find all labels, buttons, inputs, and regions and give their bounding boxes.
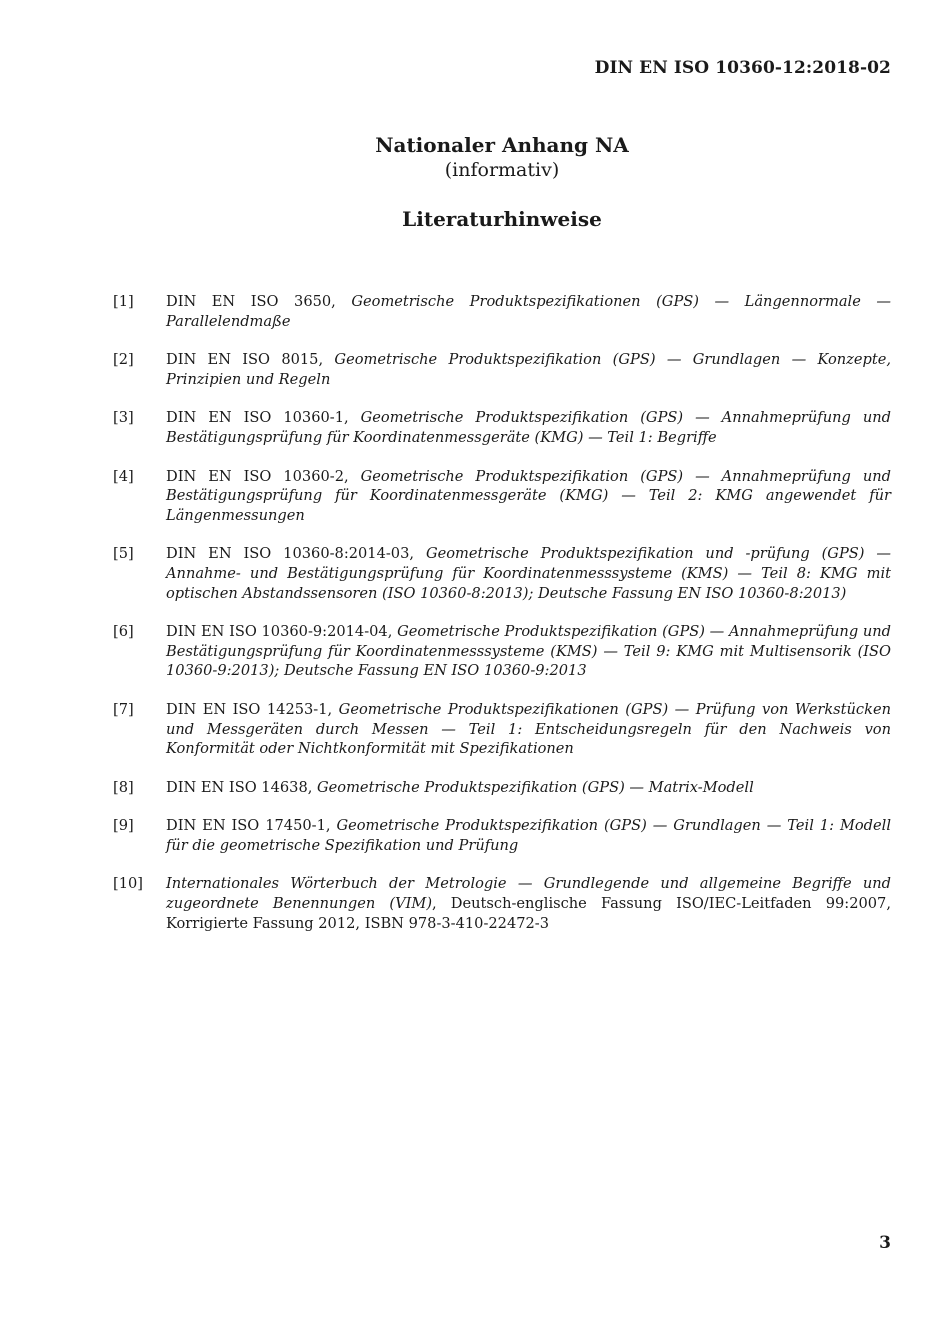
reference-item — [113, 700, 891, 759]
reference-item — [113, 778, 891, 798]
reference-prefix: DIN EN ISO 10360-8:2014-03, — [166, 545, 426, 563]
reference-title: Geometrische Produktspezifikation (GPS) — Grundlagen — Konzepte, Prinzipien und Regeln — [166, 351, 891, 388]
reference-text — [166, 874, 891, 933]
reference-title: Geometrische Produktspezifikation (GPS) — Grundlagen — Teil 1: Modell für die geometrische Spezifikation und Prüfung — [166, 817, 891, 854]
page-number: 3 — [879, 1233, 891, 1253]
reference-prefix: DIN EN ISO 10360-1, — [166, 409, 361, 427]
reference-text — [166, 408, 891, 447]
reference-item — [113, 816, 891, 855]
reference-item — [113, 292, 891, 331]
reference-text — [166, 778, 891, 798]
reference-title: Geometrische Produktspezifikationen (GPS) — Prüfung von Werkstücken und Messgeräten durch Messen — Teil 1: Entscheidungsregeln für den Nachweis von Konformität oder Nichtkonformität mit Spezifikationen — [166, 700, 891, 758]
reference-text — [166, 292, 891, 331]
reference-item — [113, 467, 891, 526]
reference-title: Geometrische Produktspezifikation und -prüfung (GPS) — Annahme- und Bestätigungsprüfung für Koordinatenmesssysteme (KMS) — Teil 8: KMG mit optischen Abstandssensoren (ISO 10360-8:2013); Deutsche Fassung EN ISO 10360-8:2013) — [166, 545, 892, 602]
document-id: DIN EN ISO 10360-12:2018-02 — [594, 58, 891, 78]
reference-prefix: DIN EN ISO 8015, — [166, 351, 335, 369]
reference-item — [113, 622, 891, 681]
reference-prefix: DIN EN ISO 10360-2, — [166, 467, 361, 485]
reference-text — [166, 700, 891, 759]
reference-text — [166, 622, 891, 681]
reference-title: Geometrische Produktspezifikation (GPS) — Annahmeprüfung und Bestätigungsprüfung für Koordinatenmessgeräte (KMG) — Teil 1: Begriffe — [166, 409, 891, 446]
reference-title: Geometrische Produktspezifikationen (GPS) — Längennormale — Parallelendmaße — [166, 293, 891, 330]
section-title: Literaturhinweise — [402, 207, 602, 231]
reference-title: Internationales Wörterbuch der Metrologie — Grundlegende und allgemeine Begriffe und zugeordnete Benennungen (VIM) — [166, 875, 891, 913]
reference-text — [166, 816, 891, 855]
reference-prefix: DIN EN ISO 3650, — [166, 293, 352, 310]
reference-number: [1] — [113, 293, 134, 310]
reference-text — [166, 544, 891, 603]
reference-number: [3] — [113, 409, 134, 427]
reference-number: [9] — [113, 817, 134, 835]
reference-prefix: DIN EN ISO 14253-1, — [166, 700, 339, 718]
annex-title: Nationaler Anhang NA — [375, 133, 629, 157]
reference-prefix: DIN EN ISO 14638, — [166, 778, 318, 796]
reference-suffix: , Deutsch-englische Fassung ISO/IEC-Leitfaden 99:2007, Korrigierte Fassung 2012, ISBN 978-3-410-22472-3 — [166, 895, 891, 932]
reference-item — [113, 408, 891, 447]
reference-prefix: DIN EN ISO 17450-1, — [166, 817, 337, 835]
reference-text — [166, 350, 891, 389]
reference-number: [6] — [113, 623, 134, 641]
reference-title: Geometrische Produktspezifikation (GPS) — Matrix-Modell — [317, 778, 754, 796]
reference-list — [113, 292, 891, 952]
reference-number: [4] — [113, 467, 134, 485]
reference-prefix: DIN EN ISO 10360-9:2014-04, — [166, 623, 398, 641]
annex-subtitle: (informativ) — [444, 159, 560, 181]
reference-title: Geometrische Produktspezifikation (GPS) — Annahmeprüfung und Bestätigungsprüfung für Koordinatenmessgeräte (KMG) — Teil 2: KMG angewendet für Längenmessungen — [166, 467, 891, 524]
reference-item — [113, 874, 891, 933]
reference-number: [5] — [113, 545, 134, 563]
reference-text — [166, 467, 891, 526]
reference-item — [113, 544, 891, 603]
reference-title: Geometrische Produktspezifikation (GPS) — Annahmeprüfung und Bestätigungsprüfung für Koordinatenmesssysteme (KMS) — Teil 9: KMG mit Multisensorik (ISO 10360-9:2013); Deutsche Fassung EN ISO 10360-9:2013 — [166, 623, 892, 680]
reference-number: [10] — [113, 875, 143, 893]
reference-item — [113, 350, 891, 389]
reference-number: [2] — [113, 351, 134, 369]
reference-number: [7] — [113, 700, 134, 718]
reference-number: [8] — [113, 778, 134, 796]
